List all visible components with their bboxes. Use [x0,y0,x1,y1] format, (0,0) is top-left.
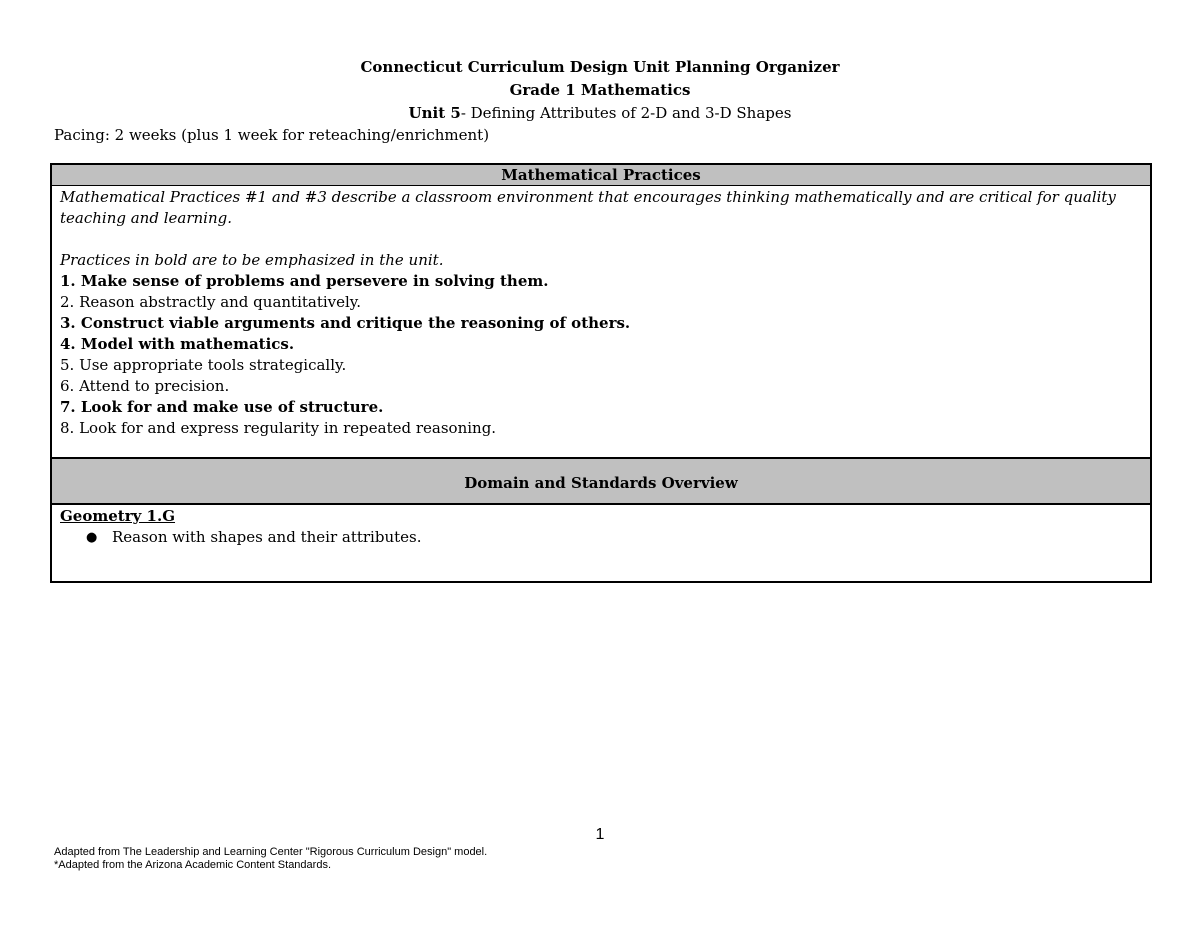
practice-item-6: 6. Attend to precision. [60,377,230,395]
footer [54,846,487,872]
domain-bullet-text: Reason with shapes and their attributes. [112,528,422,546]
footer-line-1: Adapted from The Leadership and Learning Center "Rigorous Curriculum Design" model. [54,846,488,858]
unit-text: - Defining Attributes of 2-D and 3-D Shapes [460,104,792,122]
domain-section [52,505,1150,581]
unit-line [0,102,1200,125]
practice-item-3: 3. Construct viable arguments and critique the reasoning of others. [60,314,631,332]
document-subtitle: Grade 1 Mathematics [509,81,691,99]
unit-label: Unit 5 [408,104,461,122]
pacing-text: Pacing: 2 weeks (plus 1 week for reteaching/enrichment) [54,126,490,144]
spacer [60,229,1142,250]
footer-line-2: *Adapted from the Arizona Academic Content Standards. [54,859,331,871]
planning-table [50,163,1152,583]
document-title: Connecticut Curriculum Design Unit Planning Organizer [360,58,840,76]
practices-section [52,186,1150,457]
domain-heading: Domain and Standards Overview [52,457,1150,505]
practice-item-1: 1. Make sense of problems and persevere in solving them. [60,272,549,290]
practice-item-2: 2. Reason abstractly and quantitatively. [60,293,362,311]
practices-note: Practices in bold are to be emphasized in the unit. [60,251,444,269]
practices-list [60,271,1142,439]
document-header [0,56,1200,125]
practices-intro: Mathematical Practices #1 and #3 describe a classroom environment that encourages thinking mathematically and are critical for quality teaching and learning. [60,188,1116,227]
practice-item-5: 5. Use appropriate tools strategically. [60,356,347,374]
domain-bullet-list [60,527,1142,548]
list-item [86,527,1142,548]
bullet-icon: ● [86,530,98,545]
practice-item-7: 7. Look for and make use of structure. [60,398,384,416]
practices-heading: Mathematical Practices [52,165,1150,186]
practice-item-8: 8. Look for and express regularity in repeated reasoning. [60,419,497,437]
domain-title: Geometry 1.G [60,507,176,525]
practice-item-4: 4. Model with mathematics. [60,335,295,353]
page-number: 1 [595,826,605,843]
